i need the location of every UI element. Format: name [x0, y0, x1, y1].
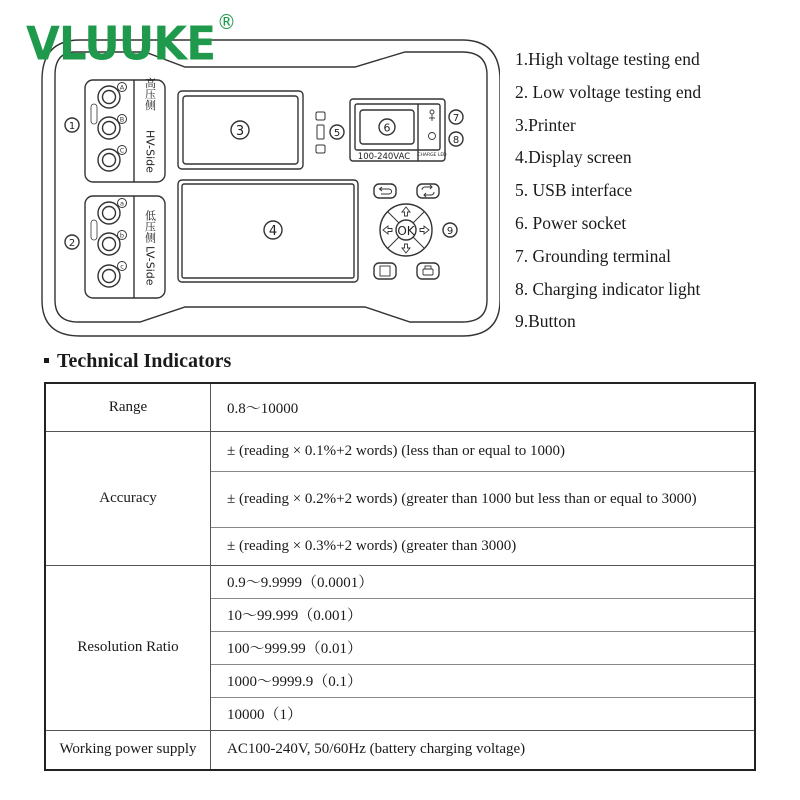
save-button [374, 263, 396, 279]
legend-item: 6. Power socket [515, 212, 627, 233]
display-screen [178, 180, 358, 282]
table-row [45, 383, 755, 431]
row-value: 10～99.999（0.001） [211, 598, 756, 631]
lv-side-terminal-block [85, 196, 165, 298]
svg-text:CHARGE LED: CHARGE LED [417, 153, 447, 158]
svg-text:b: b [119, 231, 125, 240]
table-row [45, 565, 755, 598]
row-label: Range [45, 383, 211, 431]
svg-text:4: 4 [268, 224, 278, 239]
row-value: 10000（1） [211, 697, 756, 730]
table-row [45, 730, 755, 770]
svg-text:OK: OK [397, 224, 415, 238]
legend-item: 9.Button [515, 311, 576, 332]
svg-text:高压侧: 高压侧 [143, 77, 157, 111]
print-button [417, 263, 439, 279]
keypad [374, 184, 439, 279]
legend-item: 3.Printer [515, 114, 576, 135]
svg-text:低压侧: 低压侧 [143, 210, 157, 243]
row-value: 100～999.99（0.01） [211, 631, 756, 664]
svg-text:B: B [119, 115, 125, 124]
svg-text:8: 8 [452, 135, 460, 146]
svg-text:c: c [120, 262, 124, 271]
svg-text:LV-Side: LV-Side [143, 246, 157, 286]
svg-text:9: 9 [446, 226, 454, 237]
callout-7 [449, 110, 463, 124]
legend-item: 5. USB interface [515, 180, 633, 201]
bullet-icon [44, 358, 49, 363]
legend-item: 1.High voltage testing end [515, 49, 700, 69]
svg-text:6: 6 [383, 121, 391, 135]
svg-text:3: 3 [235, 124, 245, 139]
callout-9 [443, 223, 457, 237]
row-value: ± (reading × 0.3%+2 words) (greater than 3000) [211, 527, 756, 565]
legend-item: 2. Low voltage testing end [515, 81, 702, 102]
brand-logo [26, 10, 236, 71]
svg-text:C: C [119, 146, 125, 155]
table-row [45, 431, 755, 471]
legend-item: 7. Grounding terminal [515, 245, 672, 266]
spec-table [44, 382, 756, 771]
row-label: Working power supply [45, 730, 211, 770]
row-value: 1000～9999.9（0.1） [211, 664, 756, 697]
svg-text:HV-Side: HV-Side [143, 130, 157, 173]
back-button [374, 184, 396, 198]
row-value: 0.8～10000 [211, 383, 756, 431]
svg-text:a: a [120, 199, 124, 208]
usb-interface [316, 112, 344, 153]
svg-text:5: 5 [333, 128, 341, 139]
power-socket-block [350, 99, 447, 162]
cycle-button [417, 184, 439, 198]
registered-mark: ® [216, 10, 236, 34]
legend-item: 4.Display screen [515, 147, 632, 168]
brand-name: VLUUKE [26, 16, 216, 71]
row-value: ± (reading × 0.2%+2 words) (greater than 1000 but less than or equal to 3000) [211, 471, 756, 527]
section-title: Technical Indicators [44, 350, 231, 373]
callout-8 [449, 132, 463, 146]
row-label: Resolution Ratio [45, 565, 211, 730]
row-label: Accuracy [45, 431, 211, 565]
svg-text:7: 7 [452, 113, 460, 124]
legend-item: 8. Charging indicator light [515, 278, 701, 299]
svg-text:100-240VAC: 100-240VAC [357, 152, 411, 162]
svg-text:1: 1 [68, 121, 76, 132]
row-value: 0.9～9.9999（0.0001） [211, 565, 756, 598]
svg-text:2: 2 [68, 238, 76, 249]
svg-text:A: A [119, 83, 125, 92]
row-value: AC100-240V, 50/60Hz (battery charging voltage) [211, 730, 756, 770]
hv-side-terminal-block [85, 76, 165, 182]
row-value: ± (reading × 0.1%+2 words) (less than or equal to 1000) [211, 431, 756, 471]
printer-panel [178, 91, 303, 169]
callout-1 [65, 118, 79, 132]
callout-2 [65, 235, 79, 249]
component-legend [515, 46, 701, 341]
